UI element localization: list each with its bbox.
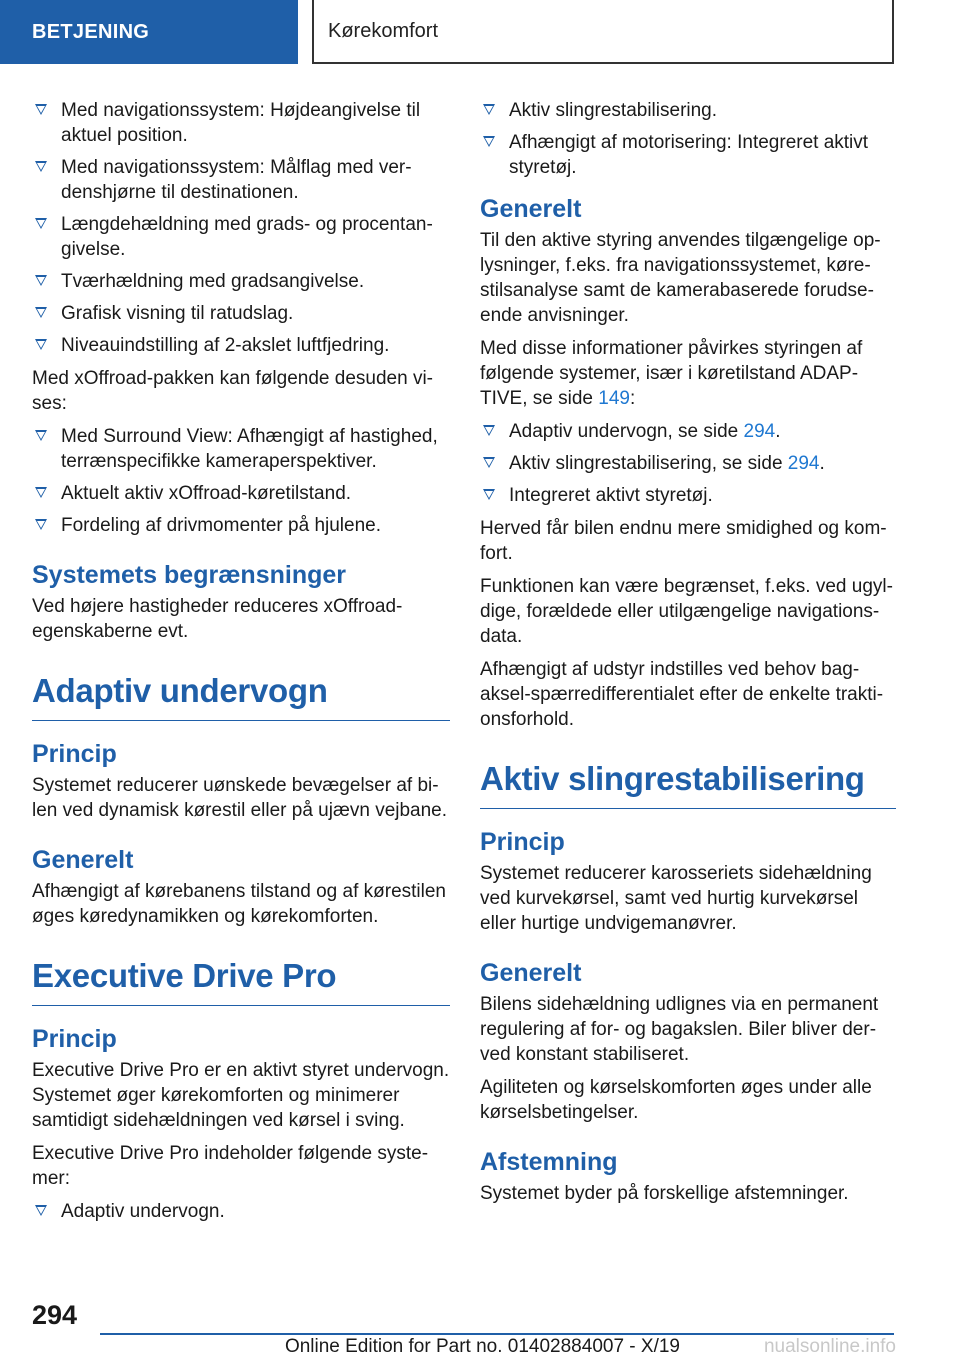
triangle-bullet-icon (483, 457, 495, 468)
edp-contains-text: Executive Drive Pro indeholder følgende syste-mer: (32, 1143, 429, 1189)
list-item: Adaptiv undervogn, se side 294. (480, 419, 896, 444)
adaptive-principle-heading: Princip (32, 740, 117, 768)
agility-text: Herved får bilen endnu mere smidighed og kom-fort. (480, 518, 887, 564)
list-item: Afhængigt af motorisering: Integreret aktivt styretøj. (480, 130, 896, 180)
general-heading: Generelt (480, 195, 582, 223)
triangle-bullet-icon (35, 307, 47, 318)
list-item: Med Surround View: Afhængigt af hastighed, terrænspecifikke kameraperspektiver. (32, 424, 450, 474)
triangle-bullet-icon (483, 489, 495, 500)
ar-general-heading: Generelt (480, 959, 582, 987)
ar-principle-heading: Princip (480, 828, 565, 856)
adaptive-chassis-heading: Adaptiv undervogn (32, 670, 450, 721)
list-item: Tværhældning med gradsangivelse. (32, 269, 450, 294)
list-item: Aktiv slingrestabilisering. (480, 98, 896, 123)
edp-principle-text: Executive Drive Pro er en aktivt styret undervogn. Systemet øger kørekomforten og minimerer samtidigt sidehældningen ved kørsel i sving. (32, 1060, 450, 1131)
triangle-bullet-icon (35, 430, 47, 441)
triangle-bullet-icon (483, 104, 495, 115)
triangle-bullet-icon (35, 218, 47, 229)
ar-general-text: Bilens sidehældning udlignes via en permanent regulering af for- og bagakslen. Biler bliver der-ved konstant stabiliseret. (480, 994, 879, 1065)
chapter-title: Kørekomfort (312, 0, 894, 64)
left-column (32, 98, 450, 1232)
tuning-heading: Afstemning (480, 1148, 618, 1176)
list-item: Integreret aktivt styretøj. (480, 483, 896, 508)
list-item: Med navigationssystem: Højdeangivelse til aktuel position. (32, 98, 450, 148)
limits-heading: Systemets begrænsninger (32, 561, 346, 589)
section-tab: BETJENING (0, 0, 298, 64)
triangle-bullet-icon (35, 1205, 47, 1216)
page-number: 294 (32, 1300, 78, 1330)
differential-text: Afhængigt af udstyr indstilles ved behov bag-aksel-spærredifferentialet efter de enkelte trakti-onsforhold. (480, 659, 884, 730)
right-column (480, 98, 896, 1214)
list-item: Grafisk visning til ratudslag. (32, 301, 450, 326)
triangle-bullet-icon (483, 136, 495, 147)
edp-heading: Executive Drive Pro (32, 955, 450, 1006)
tuning-text: Systemet byder på forskellige afstemninger. (480, 1183, 849, 1204)
limits-text: Ved højere hastigheder reduceres xOffroad-egenskaberne evt. (32, 596, 403, 642)
triangle-bullet-icon (35, 487, 47, 498)
ar-agility-text: Agiliteten og kørselskomforten øges under alle kørselsbetingelser. (480, 1077, 872, 1123)
page-link-149[interactable]: 149 (598, 388, 630, 409)
list-item: Længdehældning med grads- og procentan-givelse. (32, 212, 450, 262)
edp-list (32, 1199, 450, 1224)
xoffroad-list (32, 424, 450, 538)
adaptive-general-heading: Generelt (32, 846, 134, 874)
list-item: Fordeling af drivmomenter på hjulene. (32, 513, 450, 538)
list-item: Med navigationssystem: Målflag med ver-denshjørne til destinationen. (32, 155, 450, 205)
list-item: Aktuelt aktiv xOffroad-køretilstand. (32, 481, 450, 506)
page-link-294[interactable]: 294 (743, 421, 776, 442)
adaptive-general-text: Afhængigt af kørebanens tilstand og af kørestilen øges køredynamikken og kørekomforten. (32, 881, 447, 927)
reference-list (480, 419, 896, 508)
list-item: Aktiv slingrestabilisering, se side 294. (480, 451, 896, 476)
triangle-bullet-icon (35, 339, 47, 350)
ar-principle-text: Systemet reducerer karosseriets sidehældning ved kurvekørsel, samt ved hurtig kurvekørsel eller hurtige undvigemanøvrer. (480, 863, 872, 934)
triangle-bullet-icon (35, 275, 47, 286)
page-link-294[interactable]: 294 (787, 453, 820, 474)
feature-list (32, 98, 450, 358)
general-text: Til den aktive styring anvendes tilgængelige op-lysninger, f.eks. fra navigationssystemet, køre-stilsanalyse samt de kamerabaserede forudse-ende anvisninger. (480, 230, 881, 326)
list-item: Adaptiv undervogn. (32, 1199, 450, 1224)
footer-divider (100, 1333, 894, 1335)
xoffroad-intro: Med xOffroad-pakken kan følgende desuden vi-ses: (32, 368, 433, 414)
edp-principle-heading: Princip (32, 1025, 117, 1053)
edition-text: Online Edition for Part no. 01402884007 - X/19 (284, 1336, 680, 1357)
influence-text: Med disse informationer påvirkes styringen af følgende systemer, især i køretilstand ADAP-TIVE, se side 149: (480, 338, 863, 409)
anti-roll-heading: Aktiv slingrestabilisering (480, 758, 896, 809)
list-item: Niveauindstilling af 2-akslet luftfjedring. (32, 333, 450, 358)
adaptive-principle-text: Systemet reducerer uønskede bevægelser af bi-len ved dynamisk kørestil eller på ujævn vejbane. (32, 775, 448, 821)
edp-list-continued (480, 98, 896, 180)
triangle-bullet-icon (483, 425, 495, 436)
triangle-bullet-icon (35, 519, 47, 530)
triangle-bullet-icon (35, 161, 47, 172)
watermark: nualsonline.info (763, 1336, 896, 1357)
triangle-bullet-icon (35, 104, 47, 115)
limited-text: Funktionen kan være begrænset, f.eks. ved ugyl-dige, forældede eller utilgængelige navigations-data. (480, 576, 893, 647)
